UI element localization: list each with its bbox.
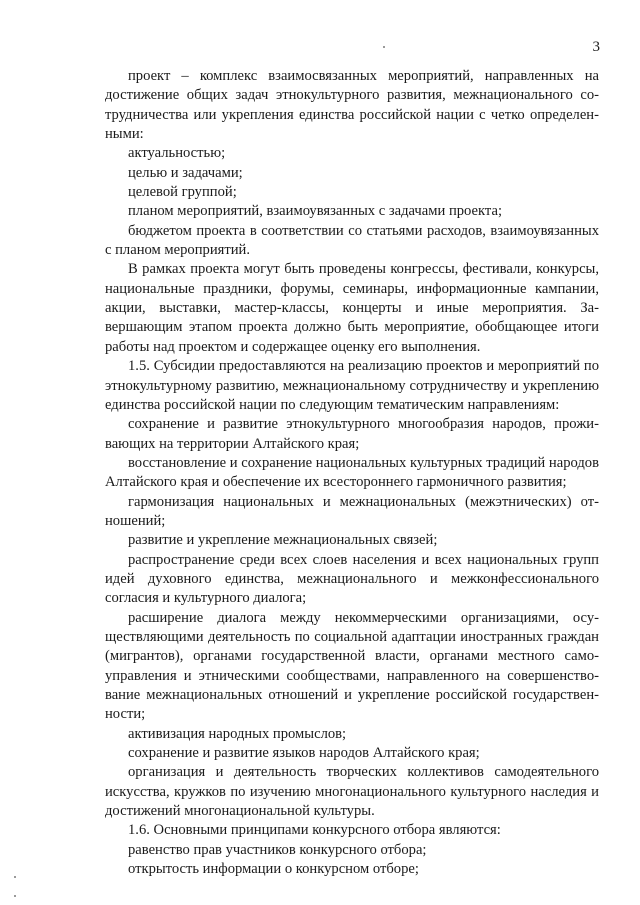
paragraph-project-events: В рамках проекта могут быть проведены конгрессы, фестивали, конкурсы, национальные праздники, форумы, семинары, информационные кампании, акции, выставки, мастер-классы, концерты и иные мероприятия. Завершающим этапом проекта должно быть мероприятие, обобщающее итоги работы над проектом и содержащее оценку его выполнения. — [105, 261, 599, 355]
list-item-crafts: активизация народных промыслов; — [128, 725, 347, 742]
list-item-budget: бюджетом проекта в соответствии со статьями расходов, взаимоувязанных с планом мероприятий. — [105, 222, 599, 259]
list-item-creative-groups: организация и деятельность творческих коллективов самодеятельного искусства, кружков по изучению многонационального культурного наследия и достижений многонациональной культуры. — [105, 764, 599, 820]
list-item-openness: открытость информации о конкурсном отборе; — [128, 861, 419, 878]
list-item-action-plan: планом мероприятий, взаимоувязанных с задачами проекта; — [128, 203, 502, 220]
list-item-interethnic-ties: развитие и укрепление межнациональных связей; — [128, 532, 438, 549]
list-item-traditions: восстановление и сохранение национальных культурных традиций народов Алтайского края и обеспечение их всестороннего гармоничного развития; — [105, 454, 599, 491]
list-item-languages: сохранение и развитие языков народов Алтайского края; — [128, 745, 480, 762]
list-item-dialogue: расширение диалога между некоммерческими организациями, осуществляющими деятельность по социальной адаптации иностранных граждан (мигрантов), органами государственной власти, органами местного самоуправления и этническими сообществами, направленного на совершенствование межнациональных отношений и укрепление российской государственности; — [105, 609, 599, 723]
document-body — [105, 67, 599, 879]
list-item-equal-rights: равенство прав участников конкурсного отбора; — [128, 841, 427, 858]
scan-speck — [14, 876, 16, 878]
scan-speck — [383, 46, 385, 48]
paragraph-section-1-6: 1.6. Основными принципами конкурсного отбора являются: — [128, 822, 501, 839]
list-item-spiritual-unity: распространение среди всех слоев населения и всех национальных групп идей духовного единства, межнационального и межконфессионального согласия и культурного диалога; — [105, 551, 599, 607]
page-number: 3 — [592, 39, 600, 55]
list-item-target-group: целевой группой; — [128, 184, 237, 201]
list-item-diversity: сохранение и развитие этнокультурного многообразия народов, проживающих на территории Алтайского края; — [105, 416, 599, 452]
paragraph-section-1-5: 1.5. Субсидии предоставляются на реализацию проектов и мероприятий по этнокультурному развитию, межнациональному сотрудничеству и укреплению единства российской нации по следующим тематическим направлениям: — [105, 358, 599, 413]
scan-speck — [14, 895, 16, 897]
list-item-goal-tasks: целью и задачами; — [128, 164, 243, 181]
list-item-harmonization: гармонизация национальных и межнациональных (межэтнических) отношений; — [105, 493, 599, 529]
list-item-relevance: актуальностью; — [128, 145, 226, 162]
paragraph-project-definition: проект – комплекс взаимосвязанных мероприятий, направленных на достижение общих задач этнокультурного развития, межнационального сотрудничества или укрепления единства российской нации с четко определенными: — [105, 68, 599, 143]
